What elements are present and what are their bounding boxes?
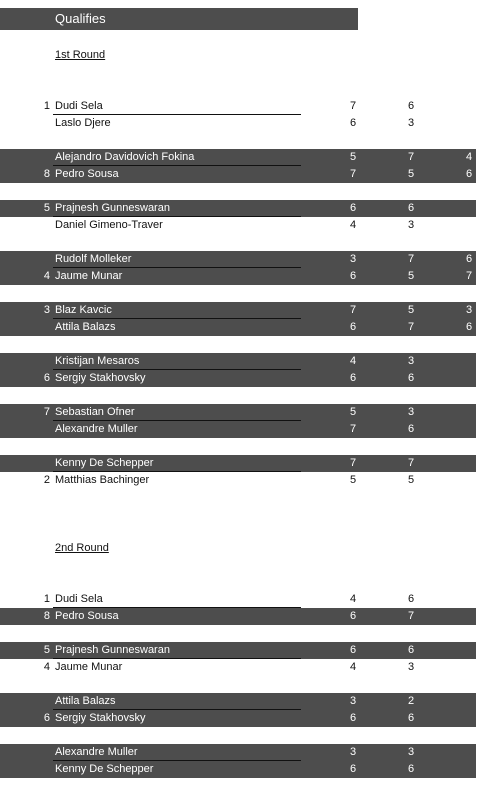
player-row — [0, 115, 476, 132]
set-2-score: 5 — [407, 168, 415, 180]
player-row — [0, 472, 476, 489]
page-title: Qualifies — [55, 11, 106, 26]
player-seed: 6 — [43, 372, 50, 384]
player-row — [0, 251, 476, 268]
player-row — [0, 608, 476, 625]
player-seed: 8 — [43, 168, 50, 180]
set-3-score: 6 — [465, 168, 473, 180]
player-seed: 8 — [43, 610, 50, 622]
set-2-score: 6 — [407, 372, 415, 384]
set-2-score: 7 — [407, 457, 415, 469]
player-name: Rudolf Molleker — [55, 253, 132, 265]
set-1-score: 6 — [349, 372, 357, 384]
player-name: Sergiy Stakhovsky — [55, 372, 146, 384]
set-2-score: 6 — [407, 100, 415, 112]
set-2-score: 3 — [407, 355, 415, 367]
set-1-score: 3 — [349, 746, 357, 758]
player-row — [0, 455, 476, 472]
player-row — [0, 319, 476, 336]
set-3-score: 3 — [465, 304, 473, 316]
player-name: Sebastian Ofner — [55, 406, 135, 418]
player-row — [0, 370, 476, 387]
player-row — [0, 217, 476, 234]
player-name: Pedro Sousa — [55, 168, 119, 180]
set-2-score: 3 — [407, 117, 415, 129]
set-1-score: 5 — [349, 474, 357, 486]
set-1-score: 5 — [349, 406, 357, 418]
set-1-score: 4 — [349, 355, 357, 367]
set-2-score: 7 — [407, 253, 415, 265]
set-2-score: 3 — [407, 219, 415, 231]
set-2-score: 3 — [407, 746, 415, 758]
set-2-score: 5 — [407, 270, 415, 282]
set-1-score: 5 — [349, 151, 357, 163]
set-1-score: 6 — [349, 610, 357, 622]
player-row — [0, 200, 476, 217]
player-name: Alexandre Muller — [55, 746, 138, 758]
player-name: Pedro Sousa — [55, 610, 119, 622]
player-seed: 4 — [43, 270, 50, 282]
set-2-score: 6 — [407, 644, 415, 656]
set-1-score: 6 — [349, 202, 357, 214]
player-name: Dudi Sela — [55, 593, 103, 605]
player-name: Sergiy Stakhovsky — [55, 712, 146, 724]
set-3-score: 6 — [465, 321, 473, 333]
player-name: Jaume Munar — [55, 661, 123, 673]
player-row — [0, 591, 476, 608]
set-1-score: 6 — [349, 644, 357, 656]
set-1-score: 6 — [349, 712, 357, 724]
set-1-score: 7 — [349, 100, 357, 112]
set-1-score: 6 — [349, 270, 357, 282]
set-2-score: 6 — [407, 712, 415, 724]
player-row — [0, 149, 476, 166]
player-row — [0, 421, 476, 438]
set-2-score: 5 — [407, 474, 415, 486]
player-seed: 3 — [43, 304, 50, 316]
set-2-score: 6 — [407, 763, 415, 775]
player-name: Dudi Sela — [55, 100, 103, 112]
set-1-score: 3 — [349, 253, 357, 265]
player-name: Alejandro Davidovich Fokina — [55, 151, 195, 163]
player-name: Prajnesh Gunneswaran — [55, 644, 170, 656]
player-row — [0, 353, 476, 370]
player-seed: 5 — [43, 644, 50, 656]
player-row — [0, 166, 476, 183]
player-name: Matthias Bachinger — [55, 474, 150, 486]
set-3-score: 4 — [465, 151, 473, 163]
set-2-score: 7 — [407, 321, 415, 333]
round-label: 2nd Round — [55, 542, 109, 554]
player-row — [0, 642, 476, 659]
player-name: Prajnesh Gunneswaran — [55, 202, 170, 214]
set-3-score: 6 — [465, 253, 473, 265]
player-name: Attila Balazs — [55, 695, 116, 707]
player-name: Kenny De Schepper — [55, 457, 154, 469]
set-2-score: 6 — [407, 202, 415, 214]
set-1-score: 4 — [349, 593, 357, 605]
set-1-score: 7 — [349, 304, 357, 316]
title-bar — [0, 8, 358, 30]
set-2-score: 6 — [407, 423, 415, 435]
set-1-score: 4 — [349, 219, 357, 231]
player-name: Kenny De Schepper — [55, 763, 154, 775]
set-1-score: 3 — [349, 695, 357, 707]
set-1-score: 6 — [349, 763, 357, 775]
player-row — [0, 744, 476, 761]
player-seed: 1 — [43, 100, 50, 112]
set-2-score: 7 — [407, 151, 415, 163]
set-2-score: 5 — [407, 304, 415, 316]
set-3-score: 7 — [465, 270, 473, 282]
set-2-score: 3 — [407, 406, 415, 418]
set-2-score: 7 — [407, 610, 415, 622]
set-1-score: 6 — [349, 321, 357, 333]
player-name: Blaz Kavcic — [55, 304, 112, 316]
player-row — [0, 268, 476, 285]
player-seed: 2 — [43, 474, 50, 486]
player-row — [0, 710, 476, 727]
set-1-score: 7 — [349, 457, 357, 469]
player-name: Daniel Gimeno-Traver — [55, 219, 163, 231]
set-2-score: 3 — [407, 661, 415, 673]
player-seed: 6 — [43, 712, 50, 724]
player-name: Laslo Djere — [55, 117, 111, 129]
set-1-score: 7 — [349, 423, 357, 435]
set-2-score: 6 — [407, 593, 415, 605]
player-row — [0, 761, 476, 778]
player-seed: 4 — [43, 661, 50, 673]
player-name: Jaume Munar — [55, 270, 123, 282]
player-row — [0, 302, 476, 319]
set-1-score: 4 — [349, 661, 357, 673]
set-1-score: 6 — [349, 117, 357, 129]
player-row — [0, 693, 476, 710]
player-row — [0, 404, 476, 421]
player-row — [0, 659, 476, 676]
round-label: 1st Round — [55, 49, 106, 61]
player-seed: 5 — [43, 202, 50, 214]
player-name: Attila Balazs — [55, 321, 116, 333]
player-row — [0, 98, 476, 115]
player-seed: 1 — [43, 593, 50, 605]
set-1-score: 7 — [349, 168, 357, 180]
player-name: Kristijan Mesaros — [55, 355, 140, 367]
player-name: Alexandre Muller — [55, 423, 138, 435]
set-2-score: 2 — [407, 695, 415, 707]
player-seed: 7 — [43, 406, 50, 418]
